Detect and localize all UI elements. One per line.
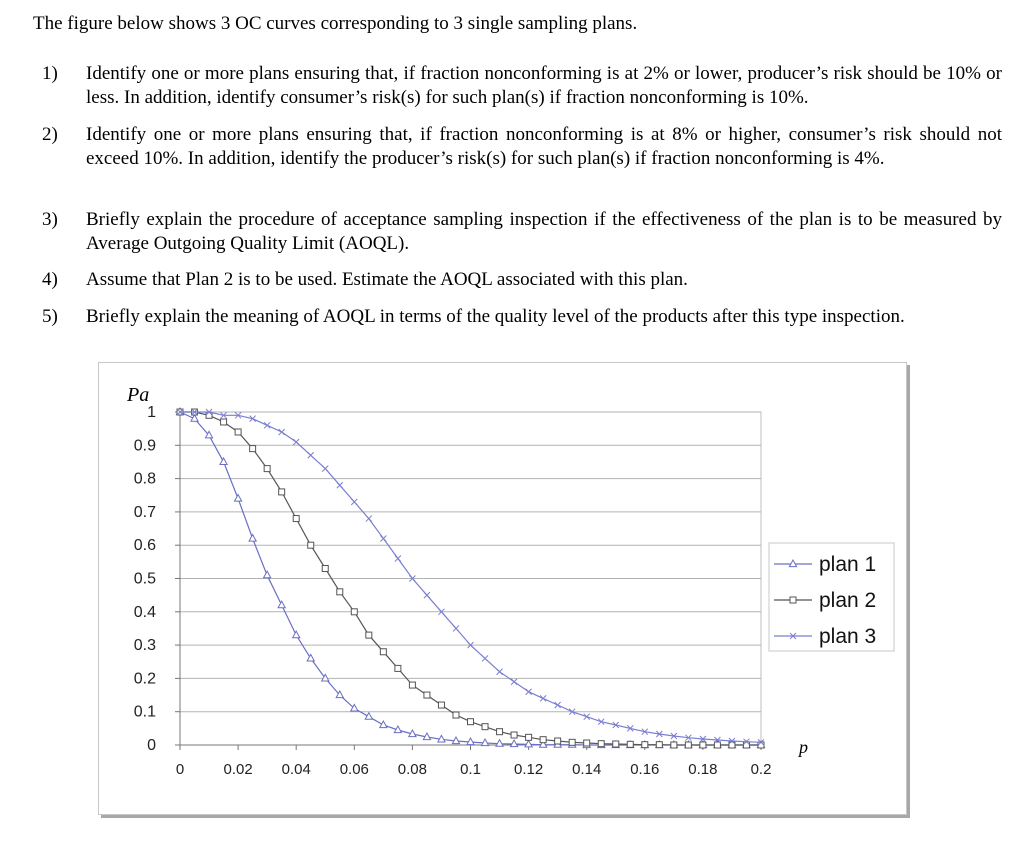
square-marker bbox=[453, 712, 459, 718]
question-number: 2) bbox=[42, 124, 58, 145]
square-marker bbox=[250, 446, 256, 452]
legend-label: plan 1 bbox=[819, 553, 877, 576]
square-marker bbox=[206, 412, 212, 418]
square-marker bbox=[497, 729, 503, 735]
question-number: 1) bbox=[42, 63, 58, 84]
question-text: Briefly explain the procedure of acceptance sampling inspection if the effectiveness of the plan is to be measured by Average Outgoing Quality Limit (AOQL). bbox=[86, 209, 1002, 254]
chart-grid bbox=[180, 412, 761, 745]
x-tick-label: 0.18 bbox=[688, 761, 718, 778]
square-marker bbox=[743, 742, 749, 748]
intro-text: The figure below shows 3 OC curves corresponding to 3 single sampling plans. bbox=[33, 13, 638, 34]
square-marker bbox=[322, 566, 328, 572]
x-tick-label: 0.1 bbox=[460, 761, 481, 778]
y-tick-label: 0.9 bbox=[133, 437, 156, 455]
legend-label: plan 2 bbox=[819, 589, 877, 612]
square-marker bbox=[671, 742, 677, 748]
square-marker bbox=[790, 597, 796, 603]
x-tick-label: 0.16 bbox=[630, 761, 660, 778]
y-tick-label: 0.3 bbox=[133, 637, 156, 655]
chart-legend bbox=[769, 543, 894, 651]
y-tick-label: 0.8 bbox=[133, 470, 156, 488]
square-marker bbox=[714, 742, 720, 748]
y-tick-label: 0.4 bbox=[133, 603, 156, 621]
y-axis-label: Pa bbox=[127, 384, 150, 406]
question-text: Assume that Plan 2 is to be used. Estimate the AOQL associated with this plan. bbox=[86, 269, 688, 290]
x-tick-label: 0.02 bbox=[223, 761, 253, 778]
legend-label: plan 3 bbox=[819, 625, 877, 648]
x-axis-label: p bbox=[799, 737, 808, 757]
square-marker bbox=[468, 719, 474, 725]
square-marker bbox=[540, 737, 546, 743]
question-text: Identify one or more plans ensuring that, if fraction nonconforming is at 8% or higher, consumer’s risk should not exceed 10%. In addition, identify the producer’s risk(s) for such plan(s) if fraction nonconforming is 4%. bbox=[86, 124, 1002, 169]
square-marker bbox=[584, 740, 590, 746]
square-marker bbox=[293, 516, 299, 522]
square-marker bbox=[264, 466, 270, 472]
square-marker bbox=[409, 682, 415, 688]
x-tick-label: 0.14 bbox=[572, 761, 602, 778]
square-marker bbox=[351, 609, 357, 615]
square-marker bbox=[395, 665, 401, 671]
x-tick-label: 0.04 bbox=[281, 761, 311, 778]
y-tick-label: 0.7 bbox=[133, 503, 156, 521]
question-text: Briefly explain the meaning of AOQL in terms of the quality level of the products after this type inspection. bbox=[86, 306, 905, 327]
question-number: 4) bbox=[42, 269, 58, 290]
x-tick-label: 0.06 bbox=[339, 761, 369, 778]
square-marker bbox=[598, 741, 604, 747]
x-tick-label: 0 bbox=[175, 761, 185, 778]
square-marker bbox=[526, 734, 532, 740]
square-marker bbox=[555, 738, 561, 744]
oc-curves-chart bbox=[98, 362, 907, 815]
y-tick-label: 0.1 bbox=[133, 703, 156, 721]
question-number: 3) bbox=[42, 209, 58, 230]
square-marker bbox=[685, 742, 691, 748]
question-number: 5) bbox=[42, 306, 58, 327]
square-marker bbox=[438, 702, 444, 708]
chart-svg bbox=[99, 363, 906, 814]
square-marker bbox=[627, 741, 633, 747]
x-tick-label: 0.08 bbox=[397, 761, 428, 778]
square-marker bbox=[366, 632, 372, 638]
square-marker bbox=[235, 429, 241, 435]
y-tick-label: 0 bbox=[147, 737, 156, 754]
square-marker bbox=[482, 724, 488, 730]
square-marker bbox=[656, 742, 662, 748]
square-marker bbox=[279, 489, 285, 495]
square-marker bbox=[642, 742, 648, 748]
square-marker bbox=[337, 589, 343, 595]
y-tick-label: 1 bbox=[147, 404, 156, 421]
x-tick-label: 0.2 bbox=[750, 761, 772, 778]
square-marker bbox=[700, 742, 706, 748]
y-tick-label: 0.6 bbox=[133, 537, 156, 555]
y-tick-label: 0.5 bbox=[133, 570, 156, 588]
square-marker bbox=[380, 649, 386, 655]
square-marker bbox=[511, 732, 517, 738]
square-marker bbox=[308, 542, 314, 548]
square-marker bbox=[221, 419, 227, 425]
x-tick-label: 0.12 bbox=[513, 761, 544, 778]
square-marker bbox=[613, 741, 619, 747]
square-marker bbox=[569, 739, 575, 745]
square-marker bbox=[424, 692, 430, 698]
question-text: Identify one or more plans ensuring that, if fraction nonconforming is at 2% or lower, producer’s risk should be 10% or less. In addition, identify consumer’s risk(s) for such plan(s) if fraction nonconforming is 10%. bbox=[86, 63, 1002, 108]
y-tick-label: 0.2 bbox=[133, 670, 156, 688]
